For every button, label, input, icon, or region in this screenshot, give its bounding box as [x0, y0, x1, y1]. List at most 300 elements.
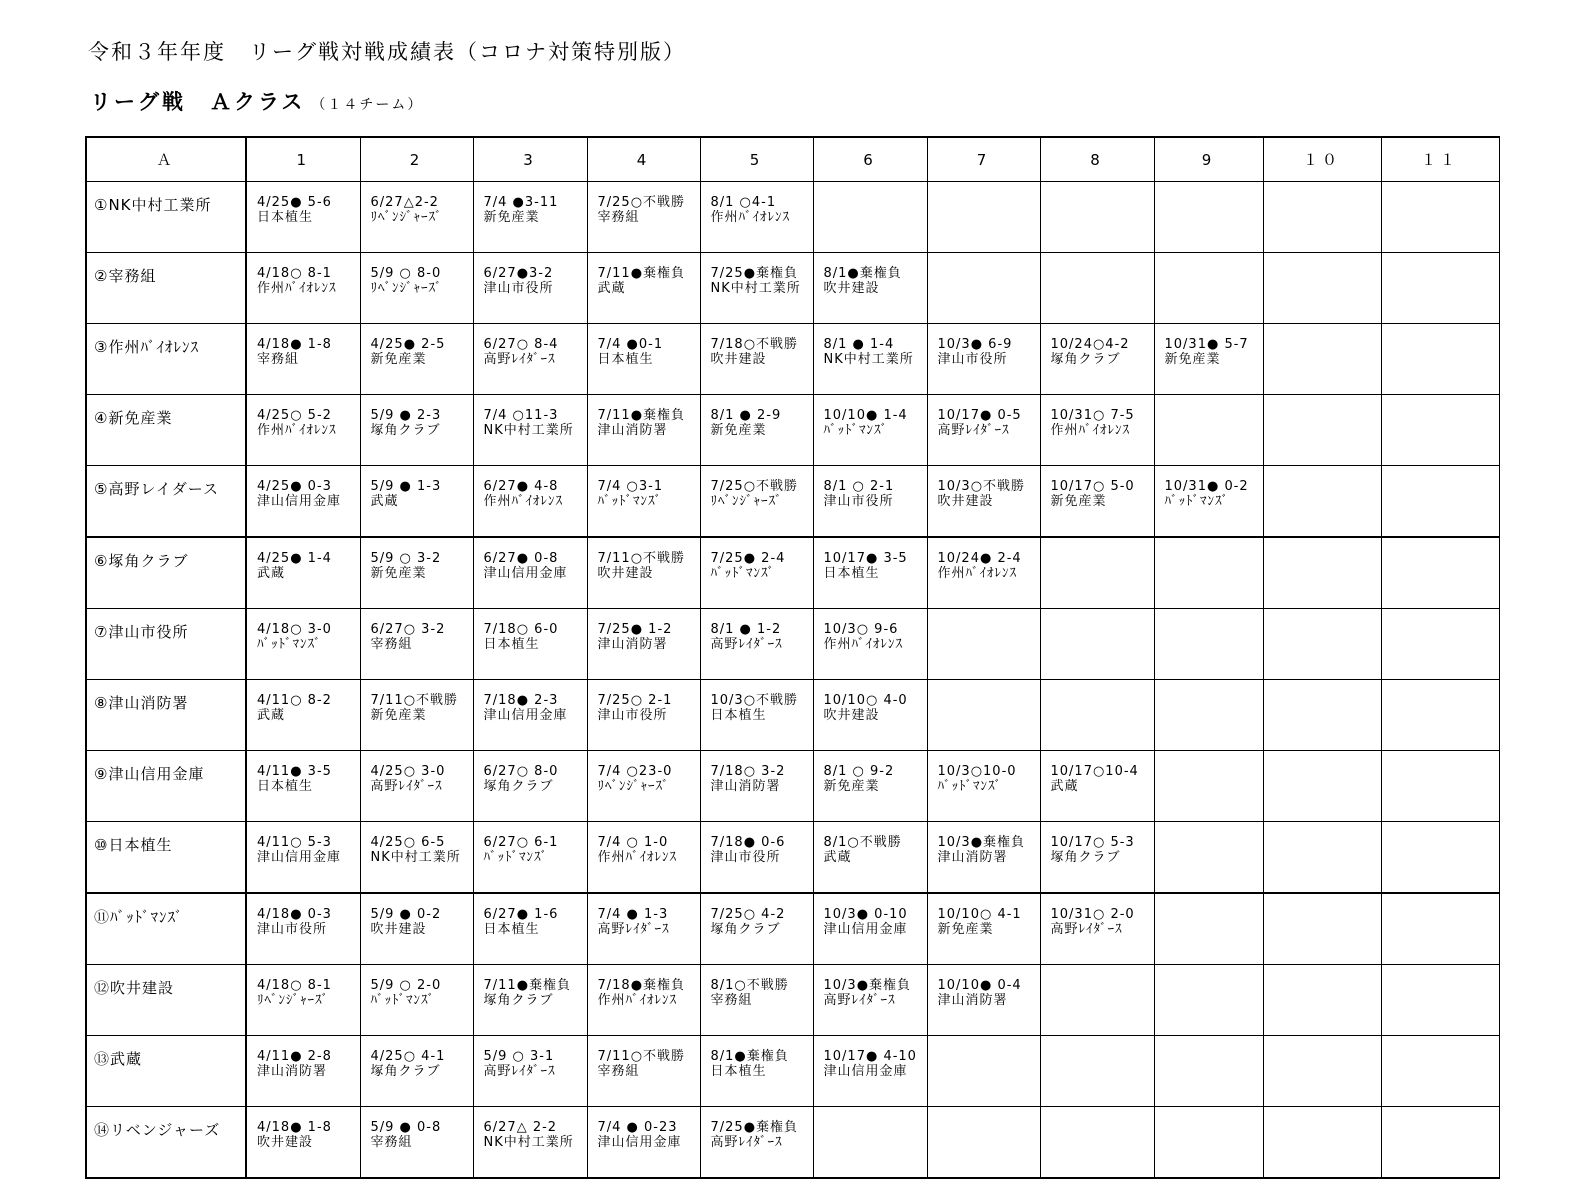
result-cell [700, 537, 813, 609]
opponent-name: ﾊﾞｯﾄﾞﾏﾝｽﾞ [710, 566, 775, 581]
result-score: 10/3● 6-9 [937, 337, 1013, 352]
match-result [814, 751, 927, 794]
result-score: 7/11●棄権負 [597, 266, 686, 281]
result-cell [813, 182, 927, 253]
result-score: 6/27○ 8-0 [483, 764, 559, 779]
opponent-name: NK中村工業所 [483, 423, 574, 438]
opponent-name: 作州ﾊﾞｲｵﾚﾝｽ [937, 566, 1018, 581]
match-result [588, 182, 700, 225]
result-score: 10/3● 0-10 [823, 907, 908, 922]
match-result [247, 1036, 360, 1079]
opponent-name: 作州ﾊﾞｲｵﾚﾝｽ [257, 281, 337, 296]
opponent-name: 津山消防署 [710, 779, 781, 794]
match-result [247, 182, 360, 225]
match-result [1155, 466, 1263, 509]
result-cell [587, 1036, 700, 1107]
opponent-name: 塚角クラブ [370, 1064, 441, 1079]
match-result [247, 609, 360, 652]
match-result [588, 609, 700, 652]
result-score: 8/1 ○ 9-2 [823, 764, 895, 779]
table-row [86, 680, 1499, 751]
result-cell [813, 609, 927, 680]
result-cell [813, 822, 927, 894]
team-name: ⑬武蔵 [86, 1036, 246, 1107]
result-cell [587, 893, 700, 965]
result-score: 8/1 ● 1-4 [823, 337, 895, 352]
opponent-name: 新免産業 [937, 922, 994, 937]
result-cell [813, 680, 927, 751]
opponent-name: 津山消防署 [937, 993, 1008, 1008]
result-cell [473, 324, 587, 395]
opponent-name: NK中村工業所 [710, 281, 801, 296]
opponent-name: 塚角クラブ [1050, 850, 1121, 865]
result-cell [1154, 1036, 1263, 1107]
match-result [474, 1036, 587, 1079]
result-cell [927, 965, 1040, 1036]
class-header: Ａ [86, 137, 246, 182]
opponent-name: 新免産業 [1164, 352, 1221, 367]
result-score: 10/31○ 7-5 [1050, 408, 1135, 423]
result-cell [927, 1036, 1040, 1107]
opponent-name: 新免産業 [370, 708, 427, 723]
match-result [361, 466, 473, 509]
opponent-name: 高野ﾚｲﾀﾞｰｽ [483, 352, 556, 367]
result-score: 10/10● 0-4 [937, 978, 1022, 993]
match-result [247, 1107, 360, 1150]
opponent-name: 津山市役所 [710, 850, 781, 865]
column-header: １１ [1381, 137, 1499, 182]
result-cell [473, 1036, 587, 1107]
result-cell [700, 965, 813, 1036]
result-cell [360, 609, 473, 680]
match-result [474, 822, 587, 865]
table-row [86, 182, 1499, 253]
result-score: 6/27△ 2-2 [483, 1120, 558, 1135]
result-score: 7/25● 2-4 [710, 551, 786, 566]
result-score: 6/27● 4-8 [483, 479, 559, 494]
opponent-name: 吹井建設 [937, 494, 994, 509]
result-cell [1040, 609, 1154, 680]
opponent-name: ﾘﾍﾞﾝｼﾞｬｰｽﾞ [597, 779, 670, 794]
result-cell [1154, 253, 1263, 324]
match-result [701, 822, 813, 865]
opponent-name: 塚角クラブ [1050, 352, 1121, 367]
result-cell [1263, 253, 1381, 324]
opponent-name: 津山信用金庫 [257, 494, 342, 509]
opponent-name: 武蔵 [597, 281, 626, 296]
result-cell [700, 1107, 813, 1179]
result-score: 7/11○不戦勝 [597, 551, 686, 566]
match-result [361, 680, 473, 723]
match-result [928, 395, 1040, 438]
match-result [1155, 324, 1263, 367]
result-cell [1154, 680, 1263, 751]
result-cell [360, 751, 473, 822]
league-class-label: リーグ戦 Ａクラス [90, 90, 306, 114]
opponent-name: ﾘﾍﾞﾝｼﾞｬｰｽﾞ [370, 210, 443, 225]
result-cell [1040, 253, 1154, 324]
result-cell [1263, 751, 1381, 822]
match-result [361, 894, 473, 937]
result-cell [246, 1107, 360, 1179]
result-score: 6/27○ 6-1 [483, 835, 559, 850]
result-cell [1040, 751, 1154, 822]
opponent-name: 高野ﾚｲﾀﾞｰｽ [1050, 922, 1123, 937]
opponent-name: 高野ﾚｲﾀﾞｰｽ [937, 423, 1010, 438]
result-cell [927, 822, 1040, 894]
result-cell [927, 609, 1040, 680]
result-cell [927, 182, 1040, 253]
result-score: 10/31○ 2-0 [1050, 907, 1135, 922]
match-result [814, 324, 927, 367]
column-header: 2 [360, 137, 473, 182]
result-cell [246, 324, 360, 395]
opponent-name: NK中村工業所 [483, 1135, 574, 1150]
result-score: 10/10● 1-4 [823, 408, 908, 423]
match-result [361, 1036, 473, 1079]
match-result [814, 395, 927, 438]
result-cell [813, 965, 927, 1036]
result-cell [700, 751, 813, 822]
result-score: 4/18○ 8-1 [257, 266, 332, 281]
opponent-name: 吹井建設 [370, 922, 427, 937]
opponent-name: 津山信用金庫 [483, 708, 568, 723]
result-score: 10/3○不戦勝 [937, 479, 1026, 494]
team-name: ⑦津山市役所 [86, 609, 246, 680]
opponent-name: ﾘﾍﾞﾝｼﾞｬｰｽﾞ [370, 281, 443, 296]
opponent-name: 日本植生 [257, 779, 314, 794]
result-cell [587, 395, 700, 466]
result-cell [813, 324, 927, 395]
column-header: 9 [1154, 137, 1263, 182]
result-score: 10/24○4-2 [1050, 337, 1130, 352]
match-result [814, 965, 927, 1008]
match-result [928, 822, 1040, 865]
match-result [701, 253, 813, 296]
results-table [85, 136, 1500, 1179]
result-score: 4/11● 3-5 [257, 764, 332, 779]
result-cell [473, 822, 587, 894]
column-header: 8 [1040, 137, 1154, 182]
opponent-name: 高野ﾚｲﾀﾞｰｽ [710, 637, 783, 652]
result-score: 10/3●棄権負 [823, 978, 912, 993]
result-score: 8/1○不戦勝 [710, 978, 789, 993]
result-score: 10/24● 2-4 [937, 551, 1022, 566]
match-result [814, 1036, 927, 1079]
match-result [247, 965, 360, 1008]
opponent-name: 日本植生 [710, 1064, 767, 1079]
team-count-note: （１４チーム） [311, 97, 424, 113]
result-cell [587, 1107, 700, 1179]
result-score: 7/25○不戦勝 [710, 479, 799, 494]
opponent-name: 宰務組 [597, 210, 640, 225]
result-score: 7/18○ 3-2 [710, 764, 786, 779]
match-result [701, 324, 813, 367]
result-cell [587, 822, 700, 894]
result-cell [473, 182, 587, 253]
result-cell [927, 751, 1040, 822]
result-score: 4/18● 0-3 [257, 907, 332, 922]
result-cell [1263, 965, 1381, 1036]
match-result [588, 1107, 700, 1150]
opponent-name: 津山信用金庫 [597, 1135, 682, 1150]
result-cell [360, 1036, 473, 1107]
result-cell [360, 680, 473, 751]
result-cell [360, 893, 473, 965]
result-score: 6/27● 0-8 [483, 551, 559, 566]
result-cell [1381, 253, 1499, 324]
match-result [361, 182, 473, 225]
result-cell [473, 893, 587, 965]
opponent-name: 作州ﾊﾞｲｵﾚﾝｽ [597, 850, 678, 865]
team-name: ⑭リベンジャーズ [86, 1107, 246, 1179]
result-score: 4/25● 1-4 [257, 551, 332, 566]
result-score: 7/4 ●3-11 [483, 195, 559, 210]
opponent-name: ﾊﾞｯﾄﾞﾏﾝｽﾞ [483, 850, 548, 865]
result-cell [1040, 1107, 1154, 1179]
table-row [86, 965, 1499, 1036]
match-result [361, 965, 473, 1008]
result-cell [1154, 822, 1263, 894]
match-result [247, 466, 360, 509]
opponent-name: 塚角クラブ [710, 922, 781, 937]
match-result [361, 751, 473, 794]
result-cell [1040, 965, 1154, 1036]
result-cell [1154, 537, 1263, 609]
result-cell [1040, 182, 1154, 253]
column-header: 3 [473, 137, 587, 182]
result-score: 10/17○10-4 [1050, 764, 1139, 779]
result-cell [1381, 395, 1499, 466]
match-result [701, 965, 813, 1008]
match-result [474, 894, 587, 937]
result-cell [360, 822, 473, 894]
result-score: 7/18○ 6-0 [483, 622, 559, 637]
opponent-name: 吹井建設 [823, 281, 880, 296]
column-header: 4 [587, 137, 700, 182]
column-header: 1 [246, 137, 360, 182]
result-cell [1154, 965, 1263, 1036]
opponent-name: 津山信用金庫 [823, 1064, 908, 1079]
match-result [588, 751, 700, 794]
match-result [361, 324, 473, 367]
opponent-name: ﾊﾞｯﾄﾞﾏﾝｽﾞ [597, 494, 662, 509]
match-result [814, 894, 927, 937]
match-result [247, 538, 360, 581]
result-cell [1381, 182, 1499, 253]
result-score: 8/1●棄権負 [710, 1049, 789, 1064]
result-cell [1263, 537, 1381, 609]
result-cell [813, 537, 927, 609]
team-name: ⑩日本植生 [86, 822, 246, 894]
opponent-name: 新免産業 [370, 566, 427, 581]
match-result [474, 395, 587, 438]
result-score: 4/18○ 8-1 [257, 978, 332, 993]
opponent-name: 武蔵 [370, 494, 399, 509]
result-cell [1263, 822, 1381, 894]
result-cell [1381, 324, 1499, 395]
result-cell [246, 253, 360, 324]
opponent-name: 日本植生 [483, 922, 540, 937]
match-result [814, 538, 927, 581]
opponent-name: ﾊﾞｯﾄﾞﾏﾝｽﾞ [1164, 494, 1229, 509]
match-result [588, 1036, 700, 1079]
result-cell [473, 965, 587, 1036]
match-result [928, 538, 1040, 581]
opponent-name: 津山信用金庫 [257, 850, 342, 865]
opponent-name: 吹井建設 [710, 352, 767, 367]
result-score: 7/4 ○ 1-0 [597, 835, 669, 850]
result-score: 6/27○ 3-2 [370, 622, 446, 637]
result-cell [700, 893, 813, 965]
result-cell [1381, 680, 1499, 751]
result-score: 7/25○ 4-2 [710, 907, 786, 922]
result-cell [360, 537, 473, 609]
result-score: 10/31● 5-7 [1164, 337, 1249, 352]
result-cell [1154, 893, 1263, 965]
result-score: 5/9 ○ 3-1 [483, 1049, 555, 1064]
result-cell [1381, 751, 1499, 822]
result-cell [813, 395, 927, 466]
opponent-name: 津山市役所 [257, 922, 328, 937]
result-cell [1263, 609, 1381, 680]
match-result [247, 751, 360, 794]
result-score: 4/11● 2-8 [257, 1049, 332, 1064]
result-cell [700, 182, 813, 253]
opponent-name: 津山消防署 [597, 637, 668, 652]
result-cell [1381, 893, 1499, 965]
opponent-name: 武蔵 [823, 850, 852, 865]
opponent-name: 日本植生 [483, 637, 540, 652]
result-cell [587, 609, 700, 680]
result-score: 5/9 ○ 8-0 [370, 266, 442, 281]
match-result [928, 965, 1040, 1008]
match-result [474, 538, 587, 581]
team-name: ⑫吹井建設 [86, 965, 246, 1036]
result-score: 10/3●棄権負 [937, 835, 1026, 850]
opponent-name: ﾊﾞｯﾄﾞﾏﾝｽﾞ [823, 423, 888, 438]
result-cell [246, 466, 360, 538]
result-score: 7/25○不戦勝 [597, 195, 686, 210]
table-row [86, 1036, 1499, 1107]
result-cell [1040, 1036, 1154, 1107]
result-cell [813, 253, 927, 324]
opponent-name: 日本植生 [597, 352, 654, 367]
match-result [701, 1107, 813, 1150]
result-score: 4/25○ 3-0 [370, 764, 446, 779]
result-cell [927, 324, 1040, 395]
match-result [588, 680, 700, 723]
result-cell [473, 680, 587, 751]
result-cell [927, 253, 1040, 324]
result-score: 4/25○ 5-2 [257, 408, 332, 423]
result-cell [246, 609, 360, 680]
result-cell [246, 182, 360, 253]
match-result [247, 324, 360, 367]
opponent-name: ﾊﾞｯﾄﾞﾏﾝｽﾞ [937, 779, 1002, 794]
opponent-name: 日本植生 [257, 210, 314, 225]
match-result [701, 538, 813, 581]
result-cell [587, 324, 700, 395]
opponent-name: 津山市役所 [483, 281, 554, 296]
opponent-name: 新免産業 [710, 423, 767, 438]
result-score: 7/11○不戦勝 [597, 1049, 686, 1064]
team-name: ②宰務組 [86, 253, 246, 324]
result-cell [587, 751, 700, 822]
result-cell [587, 965, 700, 1036]
result-score: 8/1●棄権負 [823, 266, 902, 281]
team-name: ⑧津山消防署 [86, 680, 246, 751]
result-score: 7/25●棄権負 [710, 266, 799, 281]
opponent-name: NK中村工業所 [370, 850, 461, 865]
result-cell [587, 253, 700, 324]
team-name: ③作州ﾊﾞｲｵﾚﾝｽ [86, 324, 246, 395]
match-result [474, 680, 587, 723]
result-score: 7/11●棄権負 [597, 408, 686, 423]
column-header: 6 [813, 137, 927, 182]
match-result [701, 182, 813, 225]
page-title: 令和３年年度 リーグ戦対戦成績表（コロナ対策特別版） [88, 40, 686, 64]
result-score: 4/18● 1-8 [257, 337, 332, 352]
result-cell [473, 253, 587, 324]
result-score: 7/4 ○3-1 [597, 479, 664, 494]
match-result [361, 822, 473, 865]
opponent-name: ﾘﾍﾞﾝｼﾞｬｰｽﾞ [710, 494, 783, 509]
result-score: 10/3○10-0 [937, 764, 1017, 779]
table-row [86, 466, 1499, 538]
result-score: 7/18● 2-3 [483, 693, 559, 708]
opponent-name: 津山消防署 [597, 423, 668, 438]
result-cell [360, 324, 473, 395]
match-result [928, 466, 1040, 509]
opponent-name: 武蔵 [257, 566, 286, 581]
header-row [86, 137, 1499, 182]
opponent-name: 津山信用金庫 [823, 922, 908, 937]
result-cell [246, 893, 360, 965]
match-result [814, 253, 927, 296]
result-score: 7/25●棄権負 [710, 1120, 799, 1135]
result-cell [473, 751, 587, 822]
result-cell [1263, 466, 1381, 538]
result-score: 10/3○不戦勝 [710, 693, 799, 708]
result-score: 7/4 ○11-3 [483, 408, 559, 423]
team-name: ④新免産業 [86, 395, 246, 466]
result-cell [813, 751, 927, 822]
result-score: 7/18●棄権負 [597, 978, 686, 993]
result-score: 7/18● 0-6 [710, 835, 786, 850]
result-cell [1263, 324, 1381, 395]
opponent-name: 高野ﾚｲﾀﾞｰｽ [710, 1135, 783, 1150]
opponent-name: 高野ﾚｲﾀﾞｰｽ [370, 779, 443, 794]
result-cell [700, 1036, 813, 1107]
opponent-name: ﾊﾞｯﾄﾞﾏﾝｽﾞ [370, 993, 435, 1008]
match-result [701, 894, 813, 937]
match-result [588, 466, 700, 509]
opponent-name: 宰務組 [710, 993, 753, 1008]
result-cell [927, 537, 1040, 609]
match-result [1041, 466, 1154, 509]
result-cell [1381, 822, 1499, 894]
opponent-name: 宰務組 [370, 637, 413, 652]
opponent-name: 新免産業 [823, 779, 880, 794]
column-header: 7 [927, 137, 1040, 182]
result-cell [246, 822, 360, 894]
table-row [86, 324, 1499, 395]
result-cell [1040, 893, 1154, 965]
result-score: 10/10○ 4-0 [823, 693, 908, 708]
result-cell [360, 965, 473, 1036]
match-result [474, 751, 587, 794]
